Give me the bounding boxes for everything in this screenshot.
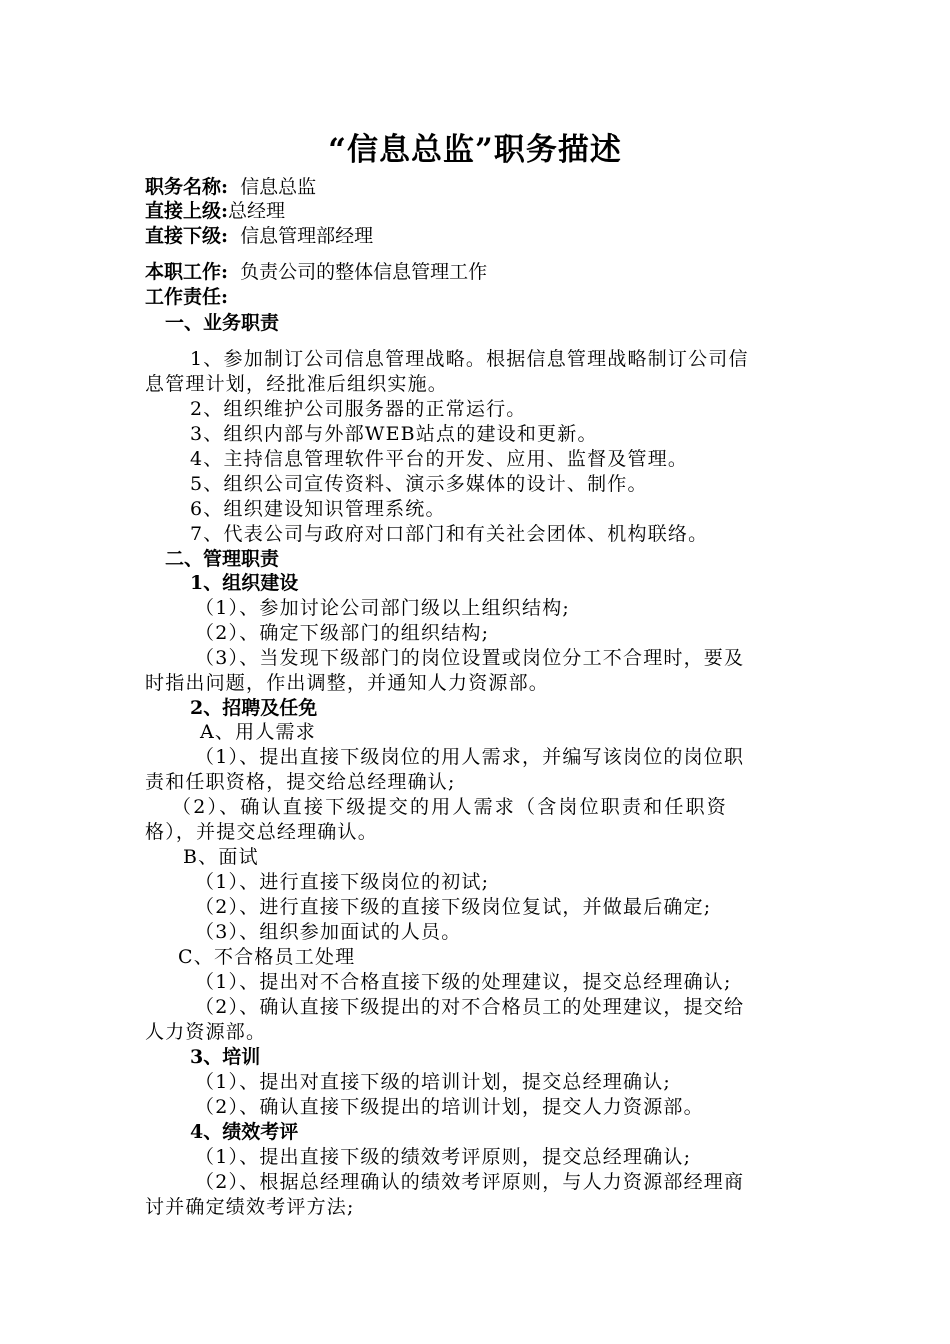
- list-item: 时指出问题，作出调整，并通知人力资源部。: [145, 672, 550, 694]
- responsibility-label: 工作责任:: [145, 286, 229, 308]
- list-item: （1）、提出直接下级岗位的用人需求，并编写该岗位的岗位职: [195, 746, 745, 768]
- job-name-label: 职务名称:: [145, 176, 229, 198]
- hire-a-heading: A、用人需求: [200, 721, 316, 743]
- subordinate-value: 信息管理部经理: [240, 225, 374, 247]
- list-item: 6、组织建设知识管理系统。: [190, 498, 446, 520]
- subordinate-label: 直接下级:: [145, 225, 229, 247]
- list-item: 7、代表公司与政府对口部门和有关社会团体、机构联络。: [190, 523, 709, 545]
- list-item: （1）、提出对直接下级的培训计划，提交总经理确认;: [195, 1071, 671, 1093]
- subsection-hire-heading: 2、招聘及任免: [190, 697, 318, 719]
- list-item: （2）、确认直接下级提出的培训计划，提交人力资源部。: [195, 1096, 704, 1118]
- duty-label: 本职工作:: [145, 261, 229, 283]
- list-item: （2）、根据总经理确认的绩效考评原则，与人力资源部经理商: [195, 1171, 745, 1193]
- list-item: （2）、确认直接下级提出的对不合格员工的处理建议，提交给: [195, 996, 745, 1018]
- page-title: “信息总监”职务描述: [328, 132, 622, 168]
- list-item: 人力资源部。: [145, 1021, 267, 1043]
- section-business-heading: 一、业务职责: [165, 312, 280, 334]
- duty-row: [145, 260, 487, 284]
- list-item: 3、组织内部与外部WEB站点的建设和更新。: [190, 423, 598, 445]
- job-name-row: [145, 175, 316, 199]
- list-item: 格），并提交总经理确认。: [145, 821, 378, 843]
- list-item: （2）、确认直接下级提交的用人需求（含岗位职责和任职资: [172, 796, 728, 818]
- hire-c-heading: C、不合格员工处理: [178, 946, 356, 968]
- list-item: 息管理计划，经批准后组织实施。: [145, 373, 449, 395]
- subordinate-row: [145, 224, 373, 248]
- list-item: （1）、提出直接下级的绩效考评原则，提交总经理确认;: [195, 1146, 692, 1168]
- list-item: （3）、当发现下级部门的岗位设置或岗位分工不合理时，要及: [195, 647, 745, 669]
- list-item: （1）、进行直接下级岗位的初试;: [195, 871, 490, 893]
- section-management-heading: 二、管理职责: [165, 548, 280, 570]
- superior-row: [145, 199, 285, 223]
- list-item: 讨并确定绩效考评方法;: [145, 1196, 355, 1218]
- list-item: （1）、提出对不合格直接下级的处理建议，提交总经理确认;: [195, 971, 732, 993]
- list-item: 责和任职资格，提交给总经理确认;: [145, 771, 456, 793]
- list-item: 4、主持信息管理软件平台的开发、应用、监督及管理。: [190, 448, 689, 470]
- subsection-training-heading: 3、培训: [190, 1046, 261, 1068]
- list-item: 1、参加制订公司信息管理战略。根据信息管理战略制订公司信: [190, 348, 749, 370]
- list-item: （2）、进行直接下级的直接下级岗位复试，并做最后确定;: [195, 896, 712, 918]
- list-item: （1）、参加讨论公司部门级以上组织结构;: [195, 597, 570, 619]
- hire-b-heading: B、面试: [183, 846, 259, 868]
- list-item: 2、组织维护公司服务器的正常运行。: [190, 398, 527, 420]
- subsection-performance-heading: 4、绩效考评: [190, 1121, 299, 1143]
- list-item: （2）、确定下级部门的组织结构;: [195, 622, 490, 644]
- duty-value: 负责公司的整体信息管理工作: [240, 261, 488, 283]
- job-name-value: 信息总监: [240, 176, 317, 198]
- list-item: （3）、组织参加面试的人员。: [195, 921, 462, 943]
- list-item: 5、组织公司宣传资料、演示多媒体的设计、制作。: [190, 473, 648, 495]
- subsection-org-heading: 1、组织建设: [190, 572, 299, 594]
- superior-value: 总经理: [228, 200, 286, 222]
- superior-label: 直接上级:: [145, 200, 229, 222]
